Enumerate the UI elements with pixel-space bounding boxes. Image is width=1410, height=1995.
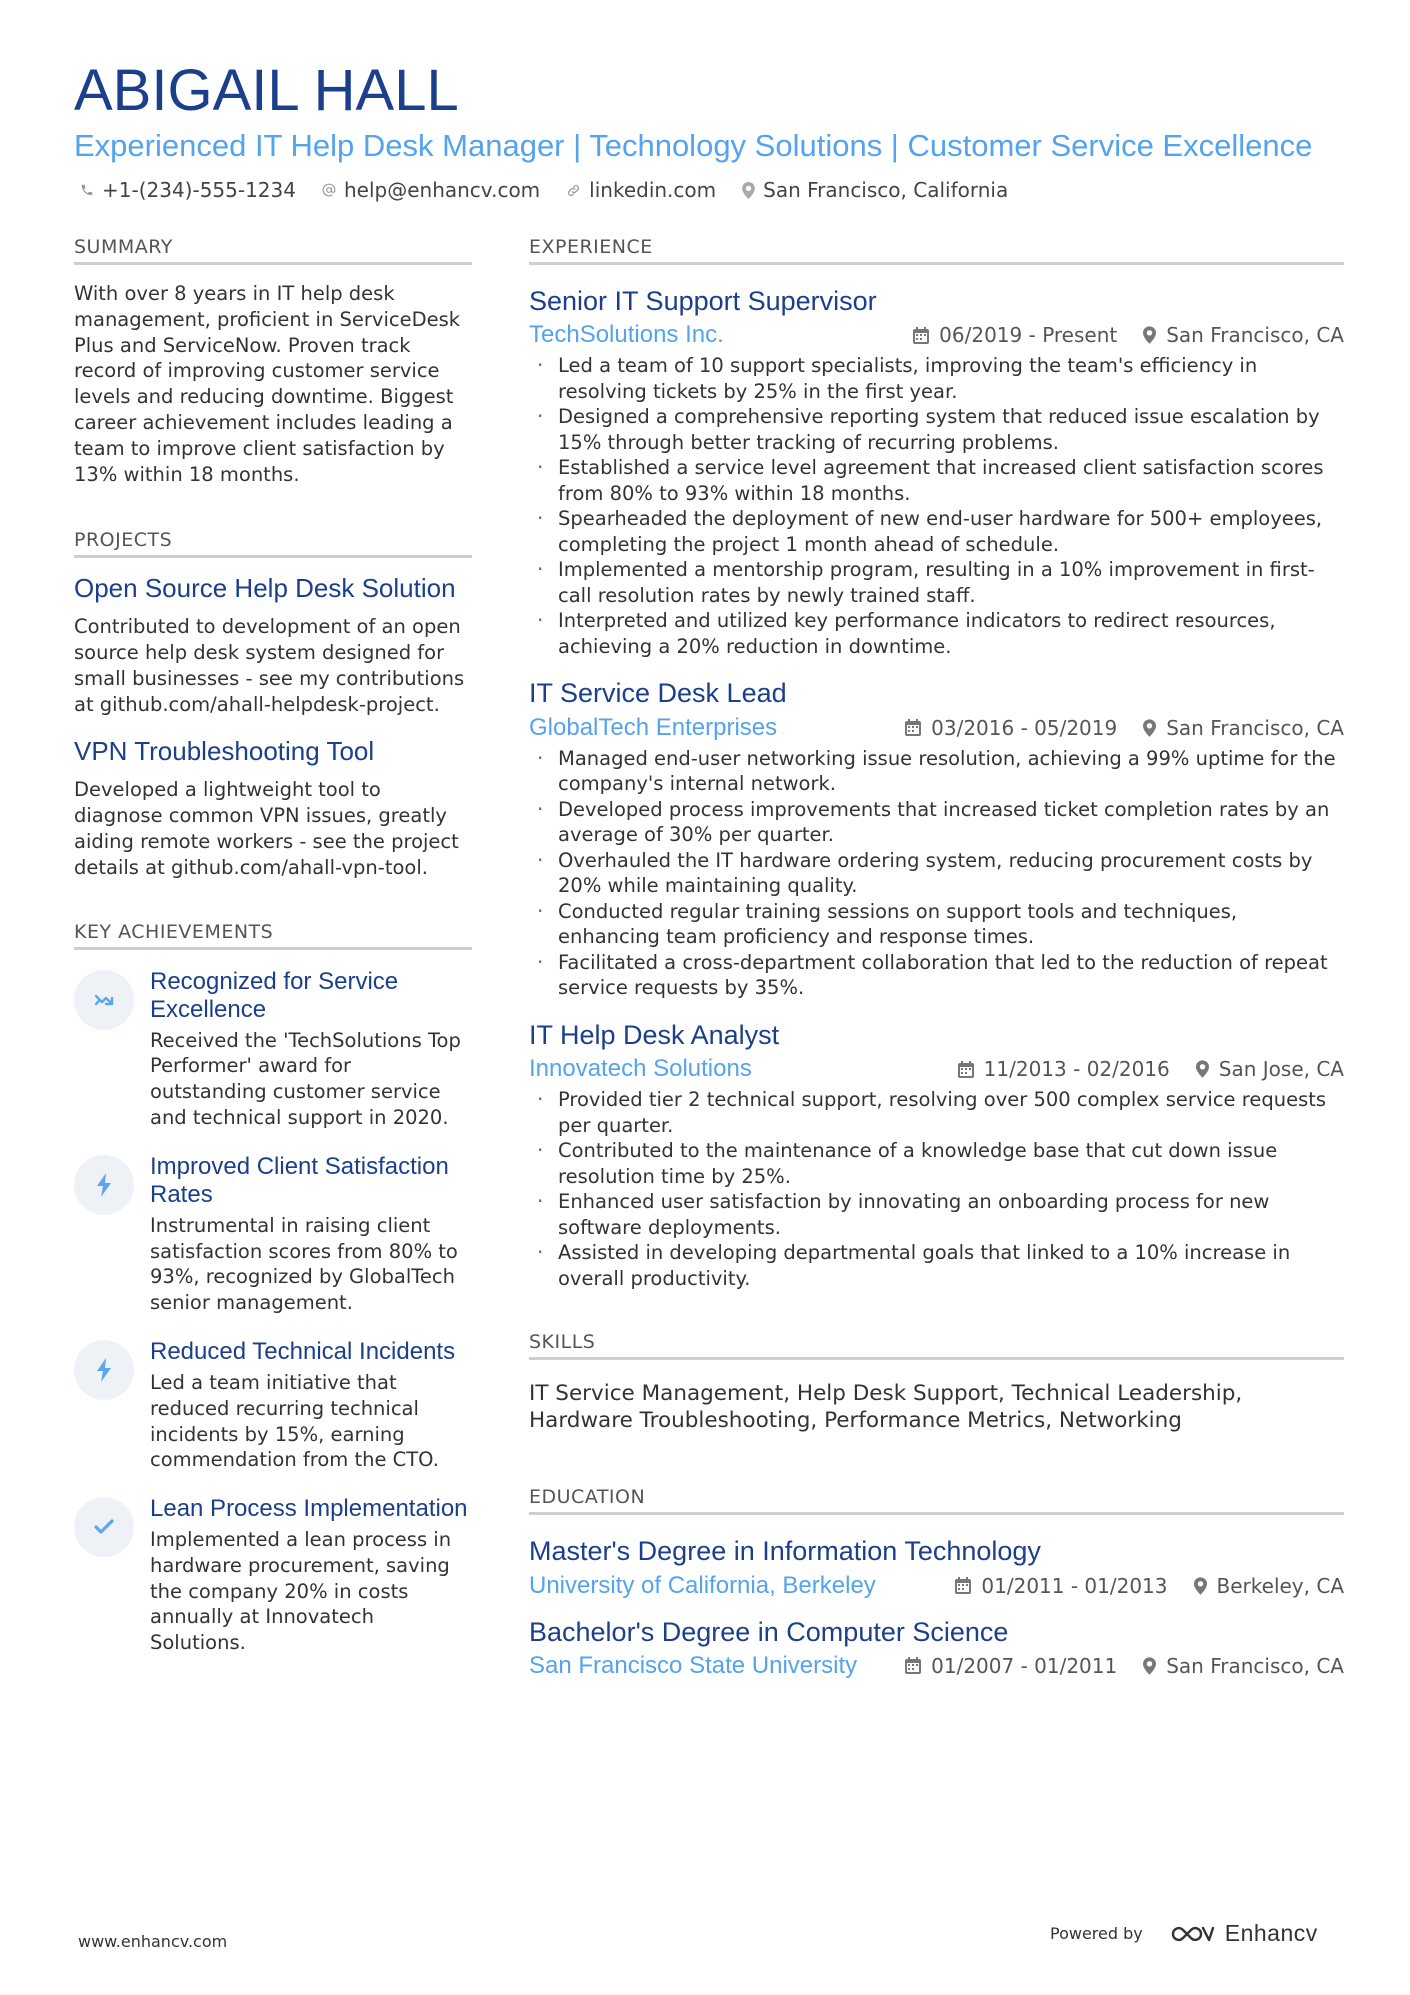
footer-branding[interactable] (1050, 1920, 1318, 1947)
job-dates-text: 11/2013 - 02/2016 (983, 1057, 1170, 1082)
calendar-icon (913, 327, 929, 344)
education-location (1194, 1574, 1344, 1598)
education-meta-right (905, 1654, 1344, 1678)
job-bullet: · Provided tier 2 technical support, resolving over 500 complex service requests per quarter. (529, 1087, 1344, 1138)
education-entry (529, 1616, 1344, 1680)
job-location-text: San Francisco, CA (1166, 323, 1344, 348)
job-location (1143, 716, 1344, 740)
location-pin-icon (1194, 1577, 1207, 1595)
project-description: Developed a lightweight tool to diagnose common VPN issues, greatly aiding remote workers - see the project details at github.com/ahall-vpn-tool. (74, 778, 459, 879)
job-bullet: · Interpreted and utilized key performance indicators to redirect resources, achieving a 20% reduction in downtime. (529, 608, 1344, 659)
achievement-description: Implemented a lean process in hardware procurement, saving the company 20% in costs annually at Innovatech Solutions. (150, 1528, 452, 1655)
education-heading: EDUCATION (529, 1486, 1344, 1515)
achievement-title: Reduced Technical Incidents (150, 1337, 456, 1365)
location-text: San Francisco, California (763, 178, 1009, 202)
job-location-text: San Francisco, CA (1166, 715, 1344, 740)
job-meta (529, 1055, 1344, 1083)
phone-icon (80, 183, 94, 197)
education-dates-text: 01/2011 - 01/2013 (981, 1573, 1168, 1598)
trend-arrow-icon (74, 970, 134, 1030)
achievement-title: Improved Client Satisfaction Rates (150, 1152, 449, 1208)
job-dates-text: 03/2016 - 05/2019 (931, 715, 1118, 740)
calendar-icon (958, 1061, 974, 1078)
job-entry (529, 677, 1344, 1000)
job-bullet: · Implemented a mentorship program, resulting in a 10% improvement in first-call resolution rates by newly trained staff. (529, 557, 1344, 608)
experience-heading: EXPERIENCE (529, 236, 1344, 265)
job-dates (905, 716, 1117, 740)
job-bullet: · Designed a comprehensive reporting system that reduced issue escalation by 15% through better tracking of recurring problems. (529, 404, 1344, 455)
job-entry (529, 285, 1344, 659)
job-bullet: · Assisted in developing departmental goals that linked to a 10% increase in overall productivity. (529, 1240, 1344, 1291)
job-bullet: · Overhauled the IT hardware ordering system, reducing procurement costs by 20% while maintaining quality. (529, 848, 1344, 899)
job-bullet: · Managed end-user networking issue resolution, achieving a 99% uptime for the company's internal network. (529, 746, 1344, 797)
job-bullet: · Contributed to the maintenance of a knowledge base that cut down issue resolution time by 25%. (529, 1138, 1344, 1189)
project-item (74, 574, 472, 717)
education-location-text: San Francisco, CA (1166, 1653, 1344, 1678)
skills-text: IT Service Management, Help Desk Support, Technical Leadership, Hardware Troubleshooting, Performance Metrics, Networking (529, 1381, 1243, 1434)
headline: Experienced IT Help Desk Manager | Technology Solutions | Customer Service Excellence (74, 128, 1313, 163)
job-bullets (529, 1087, 1344, 1291)
candidate-name: ABIGAIL HALL (74, 58, 459, 123)
achievement-item (74, 1495, 472, 1656)
job-location (1143, 323, 1344, 347)
location-pin-icon (1143, 719, 1156, 737)
skills-heading: SKILLS (529, 1331, 1344, 1360)
email-text: help@enhancv.com (343, 178, 541, 202)
footer-website[interactable]: www.enhancv.com (78, 1932, 228, 1951)
project-title: VPN Troubleshooting Tool (74, 736, 375, 767)
job-dates (913, 323, 1117, 347)
job-meta-right (958, 1057, 1344, 1081)
job-bullet: · Led a team of 10 support specialists, improving the team's efficiency in resolving tickets by 25% in the first year. (529, 353, 1344, 404)
education-meta (529, 1652, 1344, 1680)
job-entry (529, 1019, 1344, 1291)
company-name: GlobalTech Enterprises (529, 713, 778, 741)
achievement-description: Received the 'TechSolutions Top Performer' award for outstanding customer service and technical support in 2020. (150, 1028, 461, 1129)
education-meta-right (955, 1574, 1344, 1598)
project-description: Contributed to development of an open source help desk system designed for small businesses - see my contributions at github.com/ahall-helpdesk-project. (74, 615, 465, 716)
school-name: University of California, Berkeley (529, 1571, 876, 1599)
job-bullet: · Enhanced user satisfaction by innovating an onboarding process for new software deployments. (529, 1189, 1344, 1240)
job-location (1196, 1057, 1344, 1081)
job-bullets (529, 746, 1344, 1001)
left-column (74, 236, 472, 1678)
achievement-item (74, 968, 472, 1131)
achievement-description: Led a team initiative that reduced recurring technical incidents by 15%, earning commendation from the CTO. (150, 1370, 439, 1472)
company-name: TechSolutions Inc. (529, 321, 724, 349)
education-meta (529, 1572, 1344, 1600)
education-dates-text: 01/2007 - 01/2011 (931, 1653, 1118, 1678)
job-title: Senior IT Support Supervisor (529, 286, 877, 316)
contact-linkedin[interactable] (566, 178, 716, 202)
degree-title: Bachelor's Degree in Computer Science (529, 1616, 1009, 1647)
link-icon (566, 183, 581, 198)
job-meta (529, 714, 1344, 742)
project-title: Open Source Help Desk Solution (74, 573, 456, 604)
enhancv-logo-icon (1169, 1922, 1215, 1946)
job-meta (529, 321, 1344, 349)
location-pin-icon (742, 182, 755, 199)
job-meta-right (905, 716, 1344, 740)
summary-text: With over 8 years in IT help desk management, proficient in ServiceDesk Plus and ServiceNow. Proven track record of improving customer service levels and reducing downtime. Biggest career achievement includes leading a team to improve client satisfaction by 13% within 18 months. (74, 282, 461, 486)
summary-heading: SUMMARY (74, 236, 472, 265)
achievement-item (74, 1153, 472, 1316)
location-pin-icon (1143, 326, 1156, 344)
company-name: Innovatech Solutions (529, 1055, 752, 1083)
location-pin-icon (1143, 1657, 1156, 1675)
linkedin-text: linkedin.com (589, 178, 717, 202)
location-pin-icon (1196, 1060, 1209, 1078)
job-meta-right (913, 323, 1344, 347)
brand-name: Enhancv (1224, 1920, 1318, 1946)
powered-by-label: Powered by (1050, 1924, 1143, 1943)
lightning-icon (74, 1155, 134, 1215)
projects-heading: PROJECTS (74, 529, 472, 558)
job-title: IT Help Desk Analyst (529, 1019, 780, 1050)
achievement-description: Instrumental in raising client satisfaction scores from 80% to 93%, recognized by GlobalTech senior management. (150, 1213, 458, 1315)
job-bullets (529, 353, 1344, 659)
achievement-title: Recognized for Service Excellence (150, 967, 399, 1023)
job-location-text: San Jose, CA (1218, 1057, 1344, 1082)
job-bullet: · Developed process improvements that increased ticket completion rates by an average of 30% per quarter. (529, 797, 1344, 848)
contact-bar (80, 178, 1034, 202)
lightning-icon (74, 1340, 134, 1400)
education-dates (955, 1574, 1167, 1598)
achievements-heading: KEY ACHIEVEMENTS (74, 921, 472, 950)
calendar-icon (905, 719, 921, 736)
job-title: IT Service Desk Lead (529, 678, 787, 709)
job-bullet: · Facilitated a cross-department collaboration that led to the reduction of repeat service requests by 35%. (529, 950, 1344, 1001)
achievement-item (74, 1338, 472, 1473)
education-dates (905, 1654, 1117, 1678)
contact-phone (80, 178, 296, 202)
project-item (74, 737, 472, 880)
calendar-icon (905, 1657, 921, 1674)
job-dates-text: 06/2019 - Present (939, 323, 1118, 348)
job-bullet: · Spearheaded the deployment of new end-user hardware for 500+ employees, completing the project 1 month ahead of schedule. (529, 506, 1344, 557)
education-entry (529, 1535, 1344, 1599)
education-location (1143, 1654, 1344, 1678)
at-icon (322, 183, 336, 197)
checkmark-icon (74, 1497, 134, 1557)
calendar-icon (955, 1577, 971, 1594)
right-column (529, 236, 1344, 1696)
contact-location (742, 178, 1008, 202)
phone-text: +1-(234)-555-1234 (102, 178, 296, 202)
job-dates (958, 1057, 1170, 1081)
contact-email[interactable] (322, 178, 540, 202)
school-name: San Francisco State University (529, 1651, 858, 1679)
job-bullet: · Conducted regular training sessions on support tools and techniques, enhancing team proficiency and response times. (529, 899, 1344, 950)
achievement-title: Lean Process Implementation (150, 1495, 468, 1523)
degree-title: Master's Degree in Information Technology (529, 1536, 1041, 1567)
education-location-text: Berkeley, CA (1216, 1573, 1344, 1598)
job-bullet: · Established a service level agreement that increased client satisfaction scores from 80% to 93% within 18 months. (529, 455, 1344, 506)
